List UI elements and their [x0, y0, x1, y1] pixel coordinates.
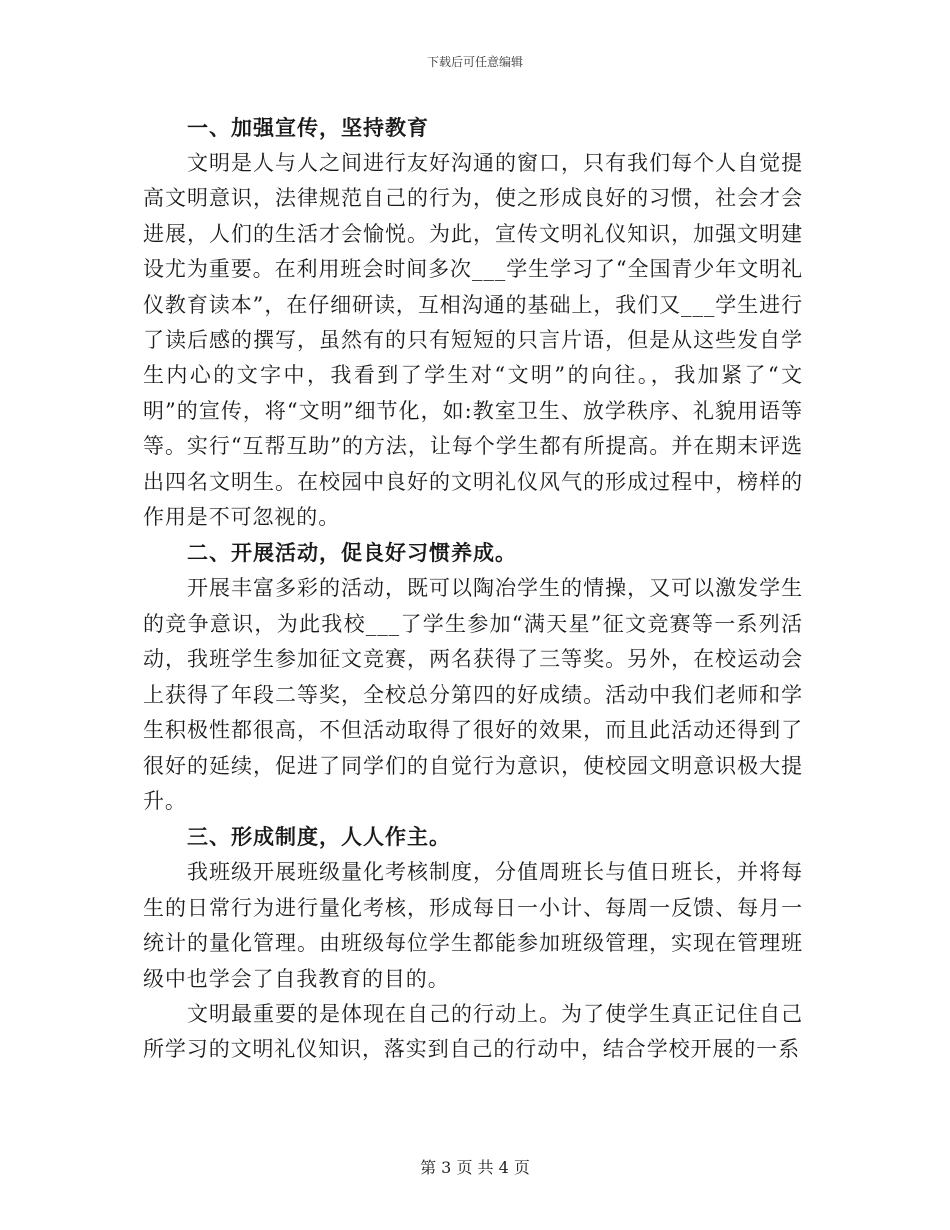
section-heading-2: 二、开展活动，促良好习惯养成。: [187, 541, 517, 566]
document-body: [143, 110, 803, 1068]
section-3-paragraph-2: 文明最重要的是体现在自己的行动上。为了使学生真正记住自己所学习的文明礼仪知识，落实到自己的行动中，结合学校开展的一系: [143, 1001, 803, 1062]
section-2-paragraph: 开展丰富多彩的活动，既可以陶冶学生的情操，又可以激发学生的竞争意识，为此我校___了学生参加“满天星”征文竞赛等一系列活动，我班学生参加征文竞赛，两名获得了三等奖。另外，在校运动会上获得了年段二等奖，全校总分第四的好成绩。活动中我们老师和学生积极性都很高，不但活动取得了很好的效果，而且此活动还得到了很好的延续，促进了同学们的自觉行为意识，使校园文明意识极大提升。: [143, 576, 803, 813]
section-1-paragraph: 文明是人与人之间进行友好沟通的窗口，只有我们每个人自觉提高文明意识，法律规范自己的行为，使之形成良好的习惯，社会才会进展，人们的生活才会愉悦。为此，宣传文明礼仪知识，加强文明建设尤为重要。在利用班会时间多次___学生学习了“全国青少年文明礼仪教育读本”，在仔细研读，互相沟通的基础上，我们又___学生进行了读后感的撰写，虽然有的只有短短的只言片语，但是从这些发自学生内心的文字中，我看到了学生对“文明”的向往。，我加紧了“文明”的宣传，将“文明”细节化，如:教室卫生、放学秩序、礼貌用语等等。实行“互帮互助”的方法，让每个学生都有所提高。并在期末评选出四名文明生。在校园中良好的文明礼仪风气的形成过程中，榜样的作用是不可忽视的。: [143, 151, 803, 530]
section-heading-1: 一、加强宣传，坚持教育: [187, 116, 429, 140]
section-heading-3: 三、形成制度，人人作主。: [187, 825, 451, 850]
page-header-note: 下载后可任意编辑: [426, 55, 523, 69]
section-3-paragraph-1: 我班级开展班级量化考核制度，分值周班长与值日班长，并将每生的日常行为进行量化考核，形成每日一小计、每周一反馈、每月一统计的量化管理。由班级每位学生都能参加班级管理，实现在管理班级中也学会了自我教育的目的。: [143, 860, 803, 991]
page-number-footer: 第 3 页 共 4 页: [420, 1158, 530, 1177]
